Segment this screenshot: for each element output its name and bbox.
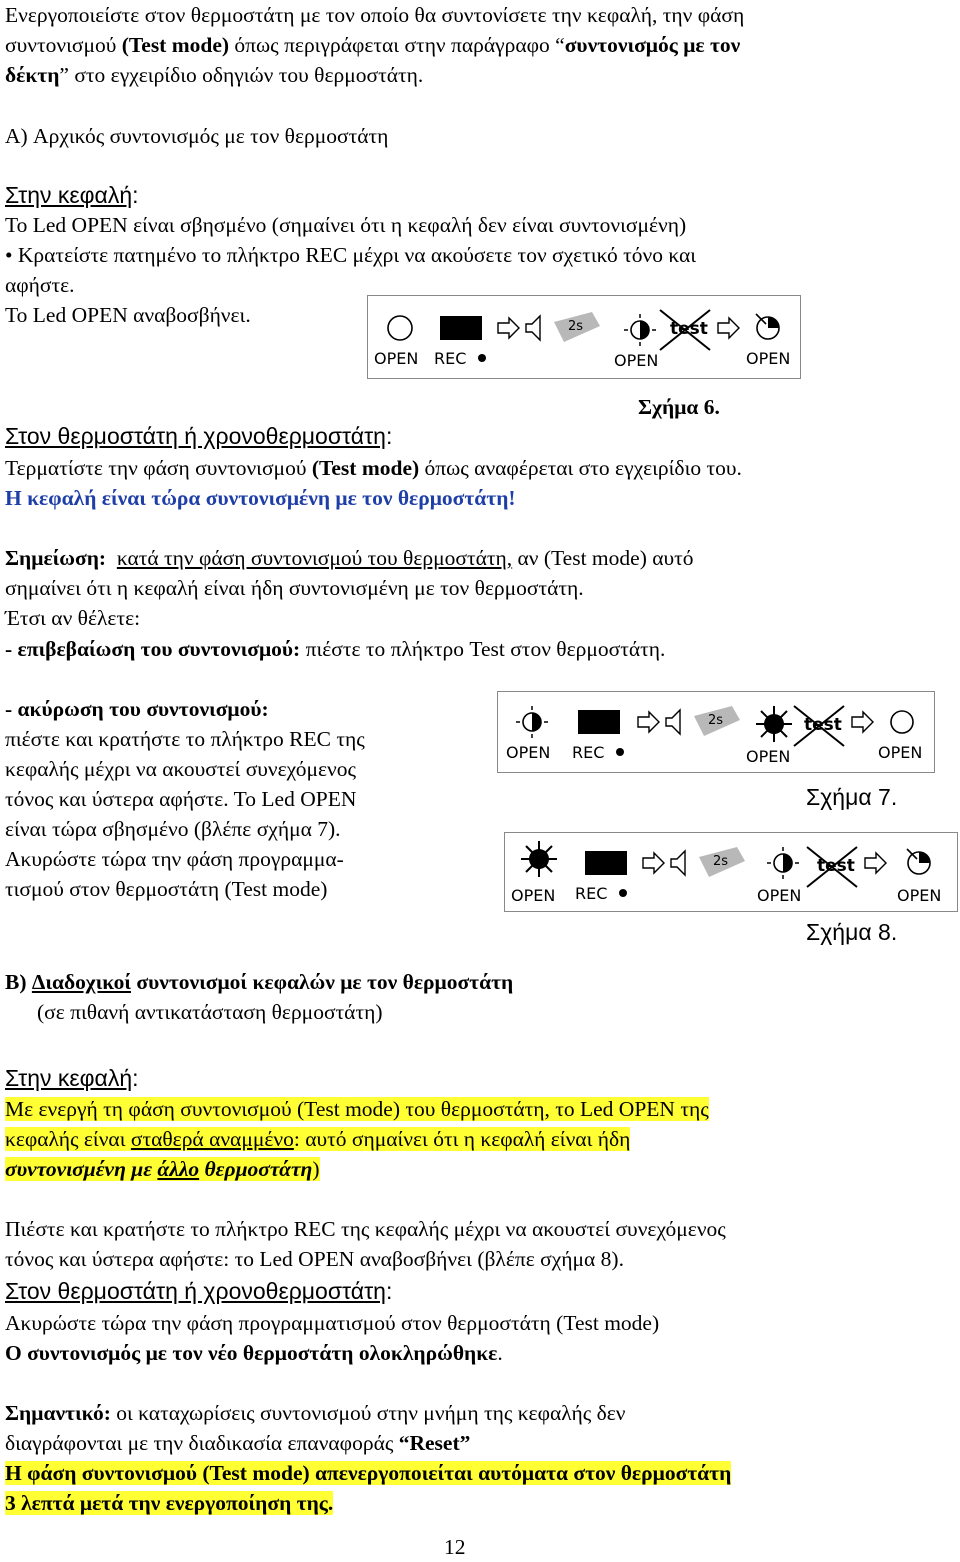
rec-dot-icon — [478, 354, 486, 362]
speaker-icon — [666, 710, 680, 734]
page-number: 12 — [444, 1535, 466, 1559]
open-label: OPEN — [878, 743, 923, 762]
test-crossed-icon — [660, 310, 710, 350]
important-line-1: Σημαντικό: οι καταχωρίσεις συντονισμού στην μνήμη της κεφαλής δεν — [5, 1401, 626, 1425]
led-on-icon — [907, 849, 930, 874]
svg-text:test: test — [817, 856, 855, 876]
open-label: OPEN — [897, 886, 942, 905]
important-highlight-2: 3 λεπτά μετά την ενεργοποίηση της. — [5, 1491, 334, 1515]
figure-6 — [367, 295, 801, 379]
terminate-text: Τερματίστε την φάση συντονισμού (Test mode) όπως αναφέρεται στο εγχειρίδιο του. — [5, 456, 742, 480]
rec-button-icon — [585, 851, 627, 875]
rec-button-icon — [440, 316, 482, 340]
led-blinking-icon — [516, 706, 548, 738]
svg-text:2s: 2s — [713, 854, 729, 869]
important-highlight-1: Η φάση συντονισμού (Test mode) απενεργοποιείται αυτόματα στον θερμοστάτη — [5, 1461, 732, 1485]
led-blinking-icon — [767, 847, 799, 879]
open-label: OPEN — [506, 743, 551, 762]
led-on-icon — [756, 314, 779, 339]
confirm-line: - επιβεβαίωση του συντονισμού: πιέστε το πλήκτρο Test στον θερμοστάτη. — [5, 637, 666, 661]
arrow-icon — [638, 712, 659, 732]
section-b-subtitle: (σε πιθανή αντικατάσταση θερμοστάτη) — [37, 1000, 383, 1024]
led-off-text: To Led OPEN είναι σβησμένο (σημαίνει ότι η κεφαλή δεν είναι συντονισμένη) — [5, 213, 687, 237]
led-off-icon — [388, 316, 412, 340]
figure-7 — [497, 691, 935, 773]
svg-text:test: test — [670, 319, 708, 339]
intro-line-2: συντονισμού (Test mode) όπως περιγράφεται στην παράγραφο “συντονισμός με τον — [5, 33, 741, 57]
led-on-burst-icon — [521, 841, 557, 877]
svg-text:test: test — [804, 715, 842, 735]
open-label: OPEN — [511, 886, 556, 905]
speaker-icon — [671, 851, 685, 875]
arrow-icon — [643, 853, 664, 873]
open-label: OPEN — [374, 349, 419, 368]
arrow-icon — [718, 318, 739, 338]
led-blinking-icon — [624, 314, 656, 346]
head-label-b: Στην κεφαλή: — [5, 1065, 139, 1091]
arrow-icon — [498, 318, 519, 338]
open-label: OPEN — [757, 886, 802, 905]
cancel-line-5: Ακυρώστε τώρα την φάση προγραμμα- — [5, 847, 344, 871]
head-label-a: Στην κεφαλή: — [5, 182, 139, 208]
rec-label: REC — [434, 349, 467, 368]
led-on-burst-icon — [756, 706, 792, 742]
rec-label: REC — [575, 884, 608, 903]
figure-7-caption: Σχήμα 7. — [806, 784, 898, 810]
figure-6-caption: Σχήμα 6. — [638, 395, 720, 419]
test-crossed-icon — [807, 847, 857, 887]
open-label: OPEN — [746, 349, 791, 368]
highlight-line-3: συντονισμένη με άλλο θερμοστάτη) — [5, 1157, 320, 1181]
thermo-label-b: Στον θερμοστάτη ή χρονοθερμοστάτη: — [5, 1278, 393, 1304]
test-crossed-icon — [794, 706, 844, 746]
pairing-complete-text: Ο συντονισμός με τον νέο θερμοστάτη ολοκληρώθηκε. — [5, 1341, 503, 1365]
cancel-line-2: κεφαλής μέχρι να ακουστεί συνεχόμενος — [5, 757, 357, 781]
led-off-icon — [891, 711, 913, 733]
important-line-2: διαγράφονται με την διαδικασία επαναφοράς “Reset” — [5, 1431, 471, 1455]
press-rec-b-line-1: Πιέστε και κρατήστε το πλήκτρο REC της κεφαλής μέχρι να ακουστεί συνεχόμενος — [5, 1217, 726, 1241]
cancel-programming-text: Ακυρώστε τώρα την φάση προγραμματισμού στον θερμοστάτη (Test mode) — [5, 1311, 660, 1335]
intro-line-1: Ενεργοποιείστε στον θερμοστάτη με τον οποίο θα συντονίσετε την κεφαλή, την φάση — [5, 3, 745, 27]
highlight-line-1: Με ενεργή τη φάση συντονισμού (Test mode) του θερμοστάτη, το Led OPEN της — [5, 1097, 709, 1121]
svg-text:2s: 2s — [708, 713, 724, 728]
speaker-icon — [526, 316, 540, 340]
press-rec-b-line-2: τόνος και ύστερα αφήστε: το Led OPEN αναβοσβήνει (βλέπε σχήμα 8). — [5, 1247, 624, 1271]
section-a-title: A) Αρχικός συντονισμός με τον θερμοστάτη — [5, 124, 389, 148]
led-blinks-text: Το Led OPEN αναβοσβήνει. — [5, 303, 251, 327]
cancel-label: - ακύρωση του συντονισμού: — [5, 697, 269, 721]
rec-dot-icon — [619, 889, 627, 897]
note-line-2: σημαίνει ότι η κεφαλή είναι ήδη συντονισμένη με τον θερμοστάτη. — [5, 576, 584, 600]
open-label: OPEN — [746, 747, 791, 766]
rec-button-icon — [578, 710, 620, 734]
cancel-line-3: τόνος και ύστερα αφήστε. Το Led OPEN — [5, 787, 357, 811]
paired-message: Η κεφαλή είναι τώρα συντονισμένη με τον θερμοστάτη! — [5, 486, 516, 510]
cancel-line-6: τισμού στον θερμοστάτη (Test mode) — [5, 877, 328, 901]
arrow-icon — [865, 853, 886, 873]
highlight-line-2: κεφαλής είναι σταθερά αναμμένο: αυτό σημαίνει ότι η κεφαλή είναι ήδη — [5, 1127, 631, 1151]
note-line-1: Σημείωση: κατά την φάση συντονισμού του θερμοστάτη, αν (Test mode) αυτό — [5, 546, 694, 570]
arrow-icon — [852, 712, 873, 732]
section-b-title: B) Διαδοχικοί συντονισμοί κεφαλών με τον θερμοστάτη — [5, 970, 514, 994]
rec-dot-icon — [616, 748, 624, 756]
cancel-line-1: πιέστε και κρατήστε το πλήκτρο REC της — [5, 727, 365, 751]
figure-8 — [504, 832, 958, 912]
press-rec-line-1: • Κρατείστε πατημένο το πλήκτρο REC μέχρι να ακούσετε τον σχετικό τόνο και — [5, 243, 697, 267]
rec-label: REC — [572, 743, 605, 762]
intro-line-3: δέκτη” στο εγχειρίδιο οδηγιών του θερμοστάτη. — [5, 63, 424, 87]
svg-text:2s: 2s — [568, 319, 584, 334]
cancel-line-4: είναι τώρα σβησμένο (βλέπε σχήμα 7). — [5, 817, 341, 841]
press-rec-line-2: αφήστε. — [5, 273, 75, 297]
open-label: OPEN — [614, 351, 659, 370]
thermo-label-a: Στον θερμοστάτη ή χρονοθερμοστάτη: — [5, 423, 393, 449]
figure-8-caption: Σχήμα 8. — [806, 919, 898, 945]
note-line-3: Έτσι αν θέλετε: — [5, 606, 141, 630]
